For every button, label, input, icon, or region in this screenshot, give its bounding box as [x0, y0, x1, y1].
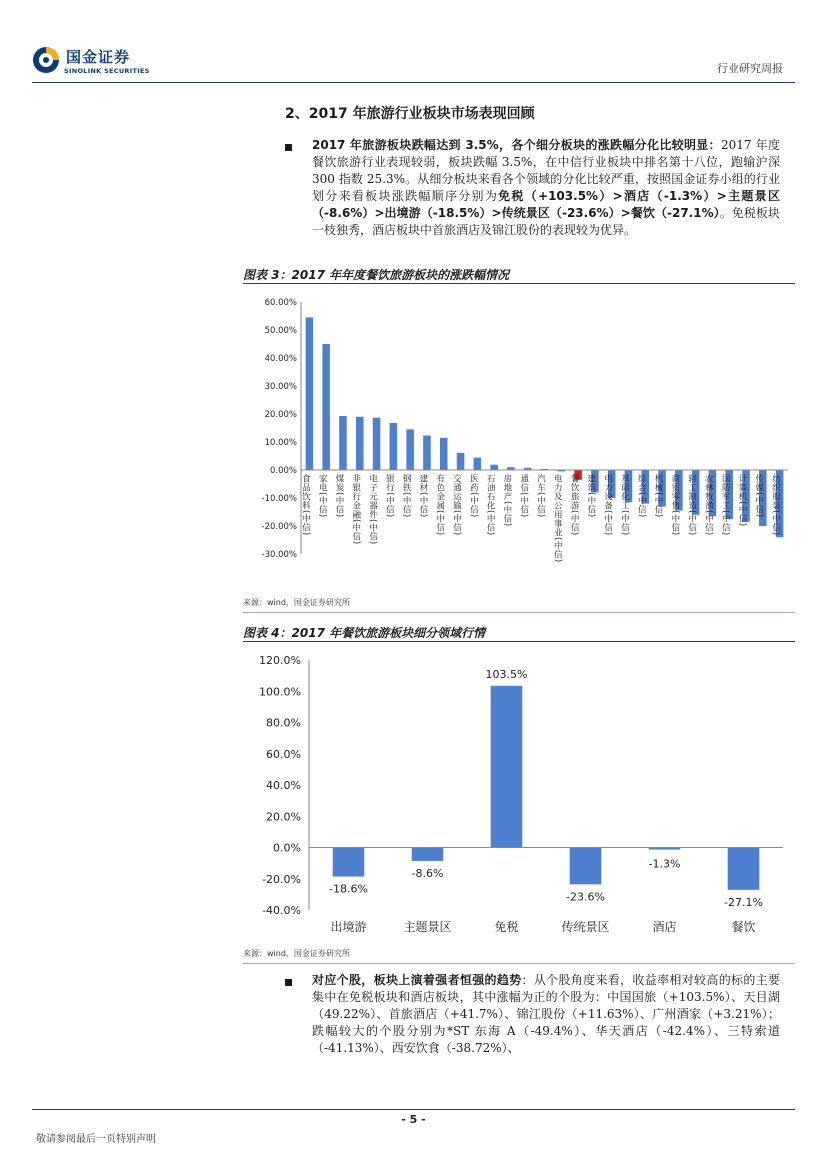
data-label: -1.3% — [648, 857, 681, 871]
figure-4-title: 图表 4：2017 年餐饮旅游板块细分领域行情 — [243, 626, 486, 640]
x-tick-label: 房地产(中信) — [501, 474, 512, 527]
x-tick-label: 食品饮料(中信) — [300, 474, 311, 536]
y-tick-label: 0.0% — [273, 841, 301, 855]
bullet-marker — [285, 144, 292, 151]
figure-3-divider — [243, 612, 795, 613]
paragraph-1-sequence: 免税（+103.5%）>酒店（-1.3%）>主题景区（-8.6%）>出境游（-18.5%）>传统景区（-23.6%）>餐饮（-27.1%） — [312, 189, 780, 220]
x-tick-label: 综合(中信) — [636, 474, 647, 518]
x-tick-label: 通信(中信) — [518, 474, 529, 518]
y-tick-label: 10.00% — [264, 438, 297, 448]
bar — [728, 848, 760, 890]
bar — [356, 417, 364, 470]
x-tick-label: 轻工制造(中信) — [686, 474, 697, 536]
paragraph-1 — [312, 137, 780, 239]
x-tick-label: 电子元器件(中信) — [367, 474, 378, 545]
figure-3-chart — [243, 287, 795, 592]
paragraph-2 — [312, 972, 780, 1057]
x-tick-label: 商贸零售(中信) — [669, 474, 680, 536]
bar — [390, 423, 398, 470]
y-tick-label: 50.00% — [264, 326, 297, 336]
y-tick-label: 30.00% — [264, 382, 297, 392]
x-tick-label: 基础化工(中信) — [619, 474, 630, 536]
y-tick-label: -30.00% — [261, 550, 297, 560]
x-tick-label: 建筑(中信) — [585, 474, 596, 518]
x-tick-label: 机械(中信) — [653, 474, 664, 518]
bar — [570, 848, 602, 885]
data-label: -18.6% — [329, 882, 368, 896]
bar — [412, 848, 444, 861]
x-tick-label: 钢铁(中信) — [401, 474, 412, 518]
bar — [457, 453, 465, 470]
x-tick-label: 纺织服装(中信) — [770, 474, 781, 536]
y-tick-label: 100.0% — [259, 685, 301, 699]
paragraph-1-body-b: 。免税板块一枝独秀，酒店板块中首旅酒店及锦江股份的表现较为优异。 — [312, 206, 780, 237]
y-tick-label: -20.00% — [261, 522, 297, 532]
figure-3-source: 来源：wind，国金证券研究所 — [243, 598, 350, 607]
x-tick-label: 家电(中信) — [317, 474, 328, 518]
x-tick-label: 建材(中信) — [417, 474, 428, 518]
x-tick-label: 酒店 — [652, 920, 677, 934]
x-tick-label: 石油石化(中信) — [485, 474, 496, 536]
bar — [440, 438, 448, 470]
x-tick-label: 传统景区 — [561, 920, 610, 934]
x-tick-label: 医药(中信) — [468, 474, 479, 518]
paragraph-1-lead: 2017 年旅游板块跌幅达到 3.5%，各个细分板块的涨跌幅分化比较明显： — [312, 138, 721, 152]
y-tick-label: 80.0% — [266, 716, 301, 730]
y-tick-label: 60.0% — [266, 747, 301, 761]
header-divider — [32, 82, 795, 83]
bar — [306, 317, 314, 470]
x-tick-label: 汽车(中信) — [535, 474, 546, 518]
figure-4-source: 来源：wind，国金证券研究所 — [243, 949, 350, 958]
y-tick-label: 20.0% — [266, 810, 301, 824]
paragraph-2-body: ：从个股角度来看，收益率相对较高的标的主要集中在免税板块和酒店板块，其中涨幅为正的个股为：中国国旅（+103.5%）、天目湖（49.22%）、首旅酒店（+41.7%）、锦江股份（+11.63%）、广州酒家（+3.21%）；跌幅较大的个股分别为*ST 东海 A（-49.4%）、华天酒店（-42.4%）、三特索道（-41.13%）、西安饮食（-38.72%）、 — [312, 973, 780, 1055]
x-tick-label: 非银行金融(中信) — [350, 474, 361, 545]
x-tick-label: 国防军工(中信) — [720, 474, 731, 536]
data-label: -27.1% — [724, 895, 763, 909]
bar — [474, 458, 482, 470]
x-tick-label: 出境游 — [330, 920, 367, 934]
figure-3-header — [243, 265, 795, 284]
logo-text-en: SINOLINK SECURITIES — [64, 67, 150, 75]
bar — [491, 686, 523, 848]
paragraph-2-lead: 对应个股，板块上演着强者恒强的趋势 — [312, 973, 522, 987]
x-tick-label: 餐饮旅游(中信) — [569, 474, 580, 536]
data-label: -8.6% — [411, 866, 444, 880]
data-label: -23.6% — [566, 890, 605, 904]
y-tick-label: 40.00% — [264, 354, 297, 364]
bar — [333, 848, 365, 877]
logo-text-cn: 国金证券 — [66, 48, 131, 66]
paragraph-1-body-a: 2017 年度餐饮旅游行业表现较弱，板块跌幅 3.5%，在中信行业板块中排名第十八位，跑输沪深 300 指数 25.3%。从细分板块来看各个领域的分化比较严重，按照国金证券小组的行业划分来看板块涨跌幅顺序分别为 — [312, 138, 781, 203]
x-tick-label: 餐饮 — [731, 920, 756, 934]
y-tick-label: 120.0% — [259, 654, 301, 667]
y-tick-label: -20.0% — [262, 872, 301, 886]
y-tick-label: 60.00% — [264, 298, 297, 308]
y-tick-label: -40.0% — [262, 904, 301, 917]
bar — [373, 418, 381, 470]
figure-4-header — [243, 623, 795, 642]
report-type-label: 行业研究周报 — [717, 62, 783, 75]
x-tick-label: 煤炭(中信) — [333, 474, 344, 518]
x-tick-label: 银行(中信) — [384, 474, 395, 518]
figure-3-title: 图表 3：2017 年年度餐饮旅游板块的涨跌幅情况 — [243, 268, 510, 282]
x-tick-label: 电力及公用事业(中信) — [552, 474, 563, 563]
y-tick-label: 40.0% — [266, 779, 301, 792]
bar — [406, 429, 414, 470]
y-tick-label: 20.00% — [264, 410, 297, 420]
x-tick-label: 传媒(中信) — [753, 474, 764, 518]
footer-disclaimer: 敬请参阅最后一页特别声明 — [36, 1134, 156, 1145]
footer-divider — [32, 1109, 795, 1110]
x-tick-label: 有色金属(中信) — [434, 474, 445, 536]
bar — [322, 344, 330, 470]
y-tick-label: 0.00% — [269, 466, 297, 476]
bullet-marker — [285, 979, 292, 986]
figure-4-chart — [243, 645, 795, 940]
sinolink-logo-icon — [32, 46, 60, 74]
x-tick-label: 交通运输(中信) — [451, 474, 462, 536]
y-tick-label: -10.00% — [261, 494, 297, 504]
page-number: - 5 - — [401, 1113, 426, 1126]
data-label: 103.5% — [485, 667, 528, 681]
x-tick-label: 计算机(中信) — [737, 474, 748, 527]
bar — [490, 465, 498, 470]
x-tick-label: 主题景区 — [403, 920, 452, 934]
section-title: 2、2017 年旅游行业板块市场表现回顾 — [285, 106, 535, 122]
x-tick-label: 农林牧渔(中信) — [703, 474, 714, 536]
figure-4-divider — [243, 963, 795, 964]
x-tick-label: 电力设备(中信) — [602, 474, 613, 536]
bar — [423, 436, 431, 470]
bar — [339, 416, 347, 470]
x-tick-label: 免税 — [494, 920, 519, 934]
